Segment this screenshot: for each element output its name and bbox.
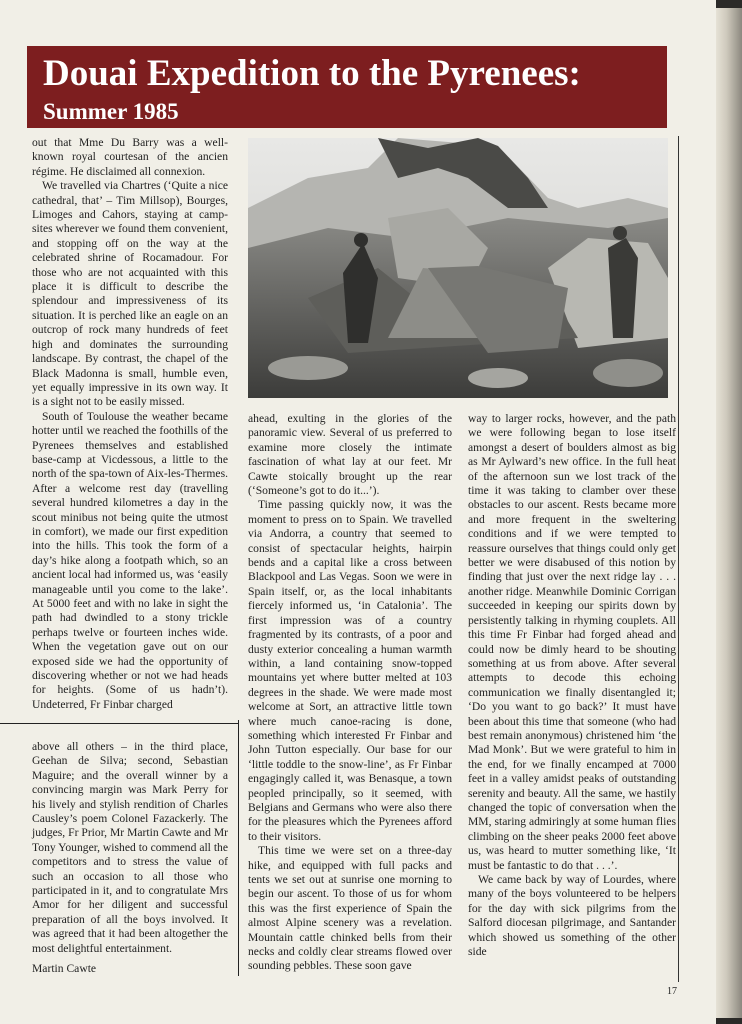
text-column-3 <box>468 412 676 982</box>
paragraph: We travelled via Chartres (‘Quite a nice cathedral, that’ – Tim Millsop), Bourges, Limoges and Cahors, staying at camp-sites wherever we found them convenient, and stopping off on the way at the celebrated shrine of Rocamadour. For those who are not acquainted with this place it is difficult to describe the splendour and impressiveness of its situation. It is perched like an eagle on an outcrop of rock many hundreds of feet high and dominates the surrounding landscape. By contrast, the chapel of the Black Madonna is small, humble even, yet equally impressive in its own way. It is a sight not to be easily missed. <box>32 179 228 409</box>
text-column-2 <box>248 412 452 982</box>
paragraph: Time passing quickly now, it was the moment to press on to Spain. We travelled via Andorra, a country that seemed to consist of spectacular heights, hairpin bends and a capital like a cross between Blackpool and Las Vegas. Soon we were in Spain itself, or, as the local inhabitants fiercely informed us, ‘in Catalonia’. The first impression was of a country fragmented by its contrasts, of a poor and dusty exterior concealing a human warmth within, a land containing snow-topped mountains yet where butter melted at 103 degrees in the shade. We were made most welcome at Sort, an attractive little town where much canoe-racing is done, something which interested Fr Finbar and John Tutton especially. Our base for our ‘little toddle to the snow-line’, as Fr Finbar engagingly called it, was Benasque, a town peopled principally, so it seemed, with Belgians and Germans who were also there for the pleasures which the Pyrenees afford to their visitors. <box>248 498 452 843</box>
text-column-1 <box>32 136 228 711</box>
divider-horizontal <box>0 723 239 724</box>
article-subtitle: Summer 1985 <box>43 99 179 124</box>
author-signature: Martin Cawte <box>32 962 97 975</box>
paragraph: out that Mme Du Barry was a well-known royal courtesan of the ancien régime. He disclaimed all connexion. <box>32 136 228 178</box>
text-column-previous-article <box>32 740 228 956</box>
divider-right-margin <box>678 136 679 982</box>
paragraph: way to larger rocks, however, and the path we were following began to lose itself amongst a desert of boulders almost as big as Mr Aylward’s new office. In the full heat of the afternoon sun we lost track of the time it was taking to clamber over these obstacles to our ascent. Rests became more and more frequent in the sweltering conditions and if we were tempted to reassure ourselves that things could only get better we were disabused of this notion by finding that just over the next ridge lay . . . another ridge. Meanwhile Dominic Corrigan succeeded in keeping our spirits down by persistently talking in rhyming couplets. All this time Fr Finbar had forged ahead and could now be dimly heard to be shouting something at us from above. After several attempts to decode this echoing communication we finally disentangled it; ‘Do you want to go back?’ It must have been about this time that someone (who had best remain anonymous) christened him ‘the Mad Monk’. But we were grateful to him in the end, for we finally encamped at 7000 feet in a valley amidst peaks of outstanding serenity and beauty. All the same, we hastily changed the topic of conversation when the MM, staring admiringly at some human flies climbing on the sheer peaks 2000 feet above us, was heard to mutter something like, ‘It must be fantastic to do that . . .’. <box>468 412 676 872</box>
divider-vertical <box>238 720 239 976</box>
article-title: Douai Expedition to the Pyrenees: <box>43 53 581 94</box>
paragraph: This time we were set on a three-day hike, and equipped with full packs and tents we set out at sunrise one morning to begin our ascent. To those of us for whom this was the first experience of Spain the almost Alpine scenery was a revelation. Mountain cattle chinked bells from their necks and coldly clear streams flowed over sounding pebbles. These soon gave <box>248 844 452 973</box>
title-banner <box>27 46 667 128</box>
paragraph: South of Toulouse the weather became hotter until we reached the foothills of the Pyrenees themselves and established base-camp at Vicdessous, a little to the north of the spa-town of Aix-les-Thermes. After a welcome rest day (travelling several hundred kilometres a day in the scout minibus not being quite the utmost in comfort), we made our first expedition into the hills. This took the form of a day’s hike along a footpath which, so an ancient local had informed us, was ‘easily manageable until you come to the lake’. At 5000 feet and with no lake in sight the path had dwindled to a stony trickle perhaps twelve or fourteen inches wide. When the vegetation gave out on our exposed side we had the opportunity of discovering whether or not we had heads for heights. (Some of us hadn’t). Undeterred, Fr Finbar charged <box>32 409 228 711</box>
photo-tents-mountains-icon <box>248 138 668 398</box>
paragraph: above all others – in the third place, Geehan de Silva; second, Sebastian Maguire; and the overall winner by a convincing margin was Mark Perry for his lively and stylish rendition of Charles Causley’s poem Colonel Fazackerly. The judges, Fr Prior, Mr Martin Cawte and Mr Tony Younger, wished to commend all the competitors and to stress the value of such an occasion to all those who participated in it, and to congratulate Mrs Amor for her diligent and successful preparation of all the boys involved. It was agreed that it had been altogether the most delightful entertainment. <box>32 740 228 955</box>
paragraph: ahead, exulting in the glories of the panoramic view. Several of us preferred to examine more closely the intimate fascination of what lay at our feet. Mr Cawte stoically brought up the rear (‘Someone’s got to do it...’). <box>248 412 452 498</box>
page-edge <box>716 8 742 1018</box>
paragraph: We came back by way of Lourdes, where many of the boys volunteered to be helpers for the day with sick pilgrims from the Salford diocesan pilgrimage, and Santander which showed us something of the other side <box>468 873 676 959</box>
page-number: 17 <box>667 986 677 997</box>
